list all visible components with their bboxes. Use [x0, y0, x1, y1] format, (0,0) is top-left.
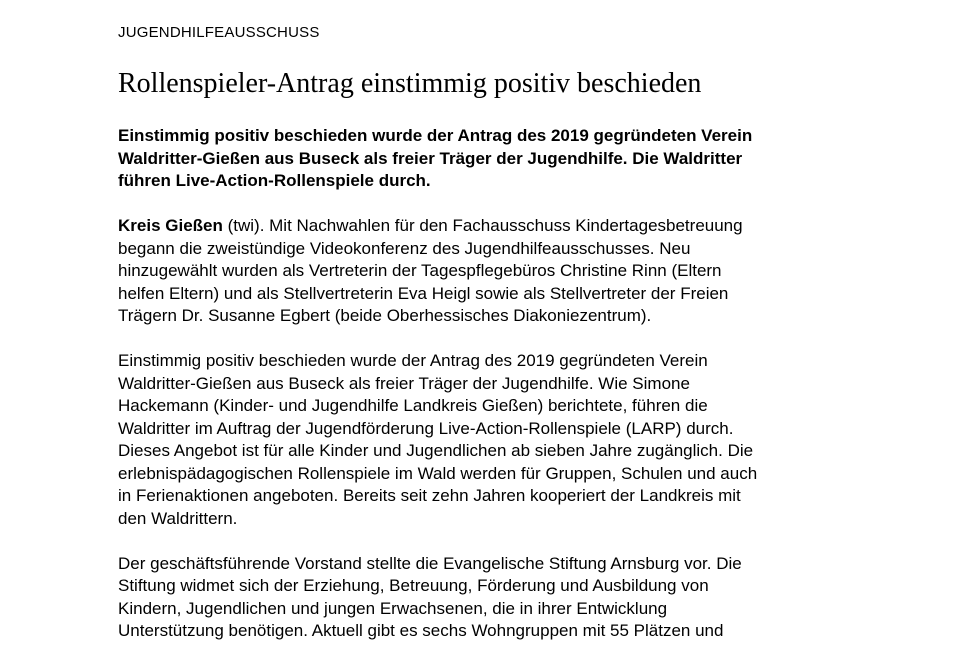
paragraph-3	[118, 553, 878, 643]
article-headline: Rollenspieler-Antrag einstimmig positiv beschieden	[118, 68, 702, 99]
section-label: JUGENDHILFEAUSSCHUSS	[118, 24, 320, 41]
paragraph-line: in Ferienaktionen angeboten. Bereits seit zehn Jahren kooperiert der Landkreis mit	[118, 486, 741, 505]
paragraph-line: helfen Eltern) und als Stellvertreterin Eva Heigl sowie als Stellvertreter der Freien	[118, 283, 729, 303]
paragraph-line-text: (twi). Mit Nachwahlen für den Fachausschuss Kindertagesbetreuung	[222, 216, 743, 235]
dateline: Kreis Gießen	[118, 216, 223, 235]
article-body	[118, 125, 878, 654]
paragraph-line: hinzugewählt wurden als Vertreterin der Tagespflegebüros Christine Rinn (Eltern	[118, 261, 722, 280]
paragraph-line: Stiftung widmet sich der Erziehung, Betreuung, Förderung und Ausbildung von	[118, 576, 709, 595]
paragraph-line: Hackemann (Kinder- und Jugendhilfe Landkreis Gießen) berichtete, führen die	[118, 396, 708, 415]
paragraph-line: Kindern, Jugendlichen und jungen Erwachsenen, die in ihrer Entwicklung	[118, 598, 668, 618]
lead-paragraph	[118, 125, 878, 193]
paragraph-line: Waldritter-Gießen aus Buseck als freier Träger der Jugendhilfe. Wie Simone	[118, 373, 690, 393]
paragraph-line	[118, 215, 878, 238]
lead-line: Waldritter-Gießen aus Buseck als freier Träger der Jugendhilfe. Die Waldritter	[118, 148, 743, 168]
lead-line: Einstimmig positiv beschieden wurde der Antrag des 2019 gegründeten Verein	[118, 126, 753, 145]
paragraph-line: Unterstützung benötigen. Aktuell gibt es sechs Wohngruppen mit 55 Plätzen und	[118, 621, 724, 640]
paragraph-line: Einstimmig positiv beschieden wurde der Antrag des 2019 gegründeten Verein	[118, 351, 708, 370]
paragraph-2	[118, 350, 878, 530]
paragraph-line: Trägern Dr. Susanne Egbert (beide Oberhessisches Diakoniezentrum).	[118, 306, 652, 325]
paragraph-line: erlebnispädagogischen Rollenspiele im Wald werden für Gruppen, Schulen und auch	[118, 463, 758, 483]
paragraph-line: Waldritter im Auftrag der Jugendförderung Live-Action-Rollenspiele (LARP) durch.	[118, 418, 734, 438]
paragraph-line: Dieses Angebot ist für alle Kinder und Jugendlichen ab sieben Jahre zugänglich. Die	[118, 441, 754, 460]
paragraph-line: den Waldrittern.	[118, 508, 238, 528]
lead-line: führen Live-Action-Rollenspiele durch.	[118, 171, 431, 190]
paragraph-1	[118, 215, 878, 328]
paragraph-line: Der geschäftsführende Vorstand stellte die Evangelische Stiftung Arnsburg vor. Die	[118, 553, 742, 573]
paragraph-line: begann die zweistündige Videokonferenz des Jugendhilfeausschusses. Neu	[118, 238, 691, 258]
